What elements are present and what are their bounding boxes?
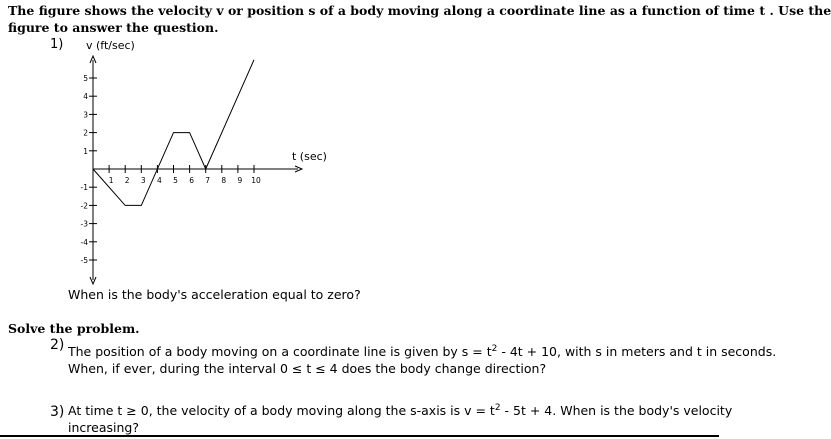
question-2-line-1-pre: The position of a body moving on a coordinate line is given by s = t	[68, 344, 492, 359]
section-heading: Solve the problem.	[8, 321, 140, 336]
y-tick-label: 1	[83, 146, 88, 156]
question-3-exponent: 2	[494, 403, 501, 413]
instructions-line-2: figure to answer the question.	[8, 20, 219, 35]
y-tick-label: 4	[83, 92, 88, 102]
question-3-line-1-post: - 5t + 4. When is the body's velocity	[500, 403, 733, 418]
y-tick-label: 2	[83, 128, 88, 138]
y-tick-label: 5	[83, 74, 88, 83]
question-3-line-1-pre: At time t ≥ 0, the velocity of a body moving along the s-axis is v = t	[68, 403, 495, 418]
x-tick-label: 5	[173, 176, 178, 185]
x-tick-label: 9	[237, 176, 243, 185]
y-tick-label: 3	[83, 110, 88, 120]
y-tick-label: -3	[80, 219, 88, 229]
x-tick-label: 10	[251, 176, 261, 185]
y-tick-label: -4	[80, 237, 88, 247]
x-tick-label: 4	[157, 176, 162, 185]
x-tick-label: 1	[108, 176, 114, 185]
y-tick-label: -5	[80, 256, 88, 265]
y-tick-label: -1	[80, 183, 88, 193]
x-tick-label: 2	[124, 176, 130, 185]
question-2-number: 2)	[50, 337, 65, 353]
chart-layer	[81, 39, 327, 284]
question-2-line-2: When, if ever, during the interval 0 ≤ t ≤ 4 does the body change direction?	[68, 361, 547, 376]
question-3-number: 3)	[50, 404, 65, 420]
question-1-text: When is the body's acceleration equal to zero?	[68, 287, 361, 302]
page-bottom-rule	[0, 435, 719, 437]
instructions-line-1: The figure shows the velocity v or position s of a body moving along a coordinate line as a function of time t . Use the	[8, 3, 831, 18]
question-2-line-1	[68, 344, 776, 359]
x-tick-label: 7	[205, 176, 211, 185]
question-3-line-1	[68, 403, 732, 418]
question-2-exponent: 2	[491, 344, 498, 354]
question-1-number: 1)	[50, 37, 64, 52]
x-axis-label: t (sec)	[292, 150, 327, 163]
x-tick-label: 6	[189, 176, 194, 185]
x-tick-label: 3	[140, 176, 146, 185]
question-3-line-2: increasing?	[68, 420, 139, 435]
y-axis-label: v (ft/sec)	[86, 39, 135, 52]
y-tick-label: -2	[80, 201, 88, 211]
x-tick-label: 8	[221, 176, 227, 185]
question-2-line-1-post: - 4t + 10, with s in meters and t in seconds.	[497, 344, 777, 359]
